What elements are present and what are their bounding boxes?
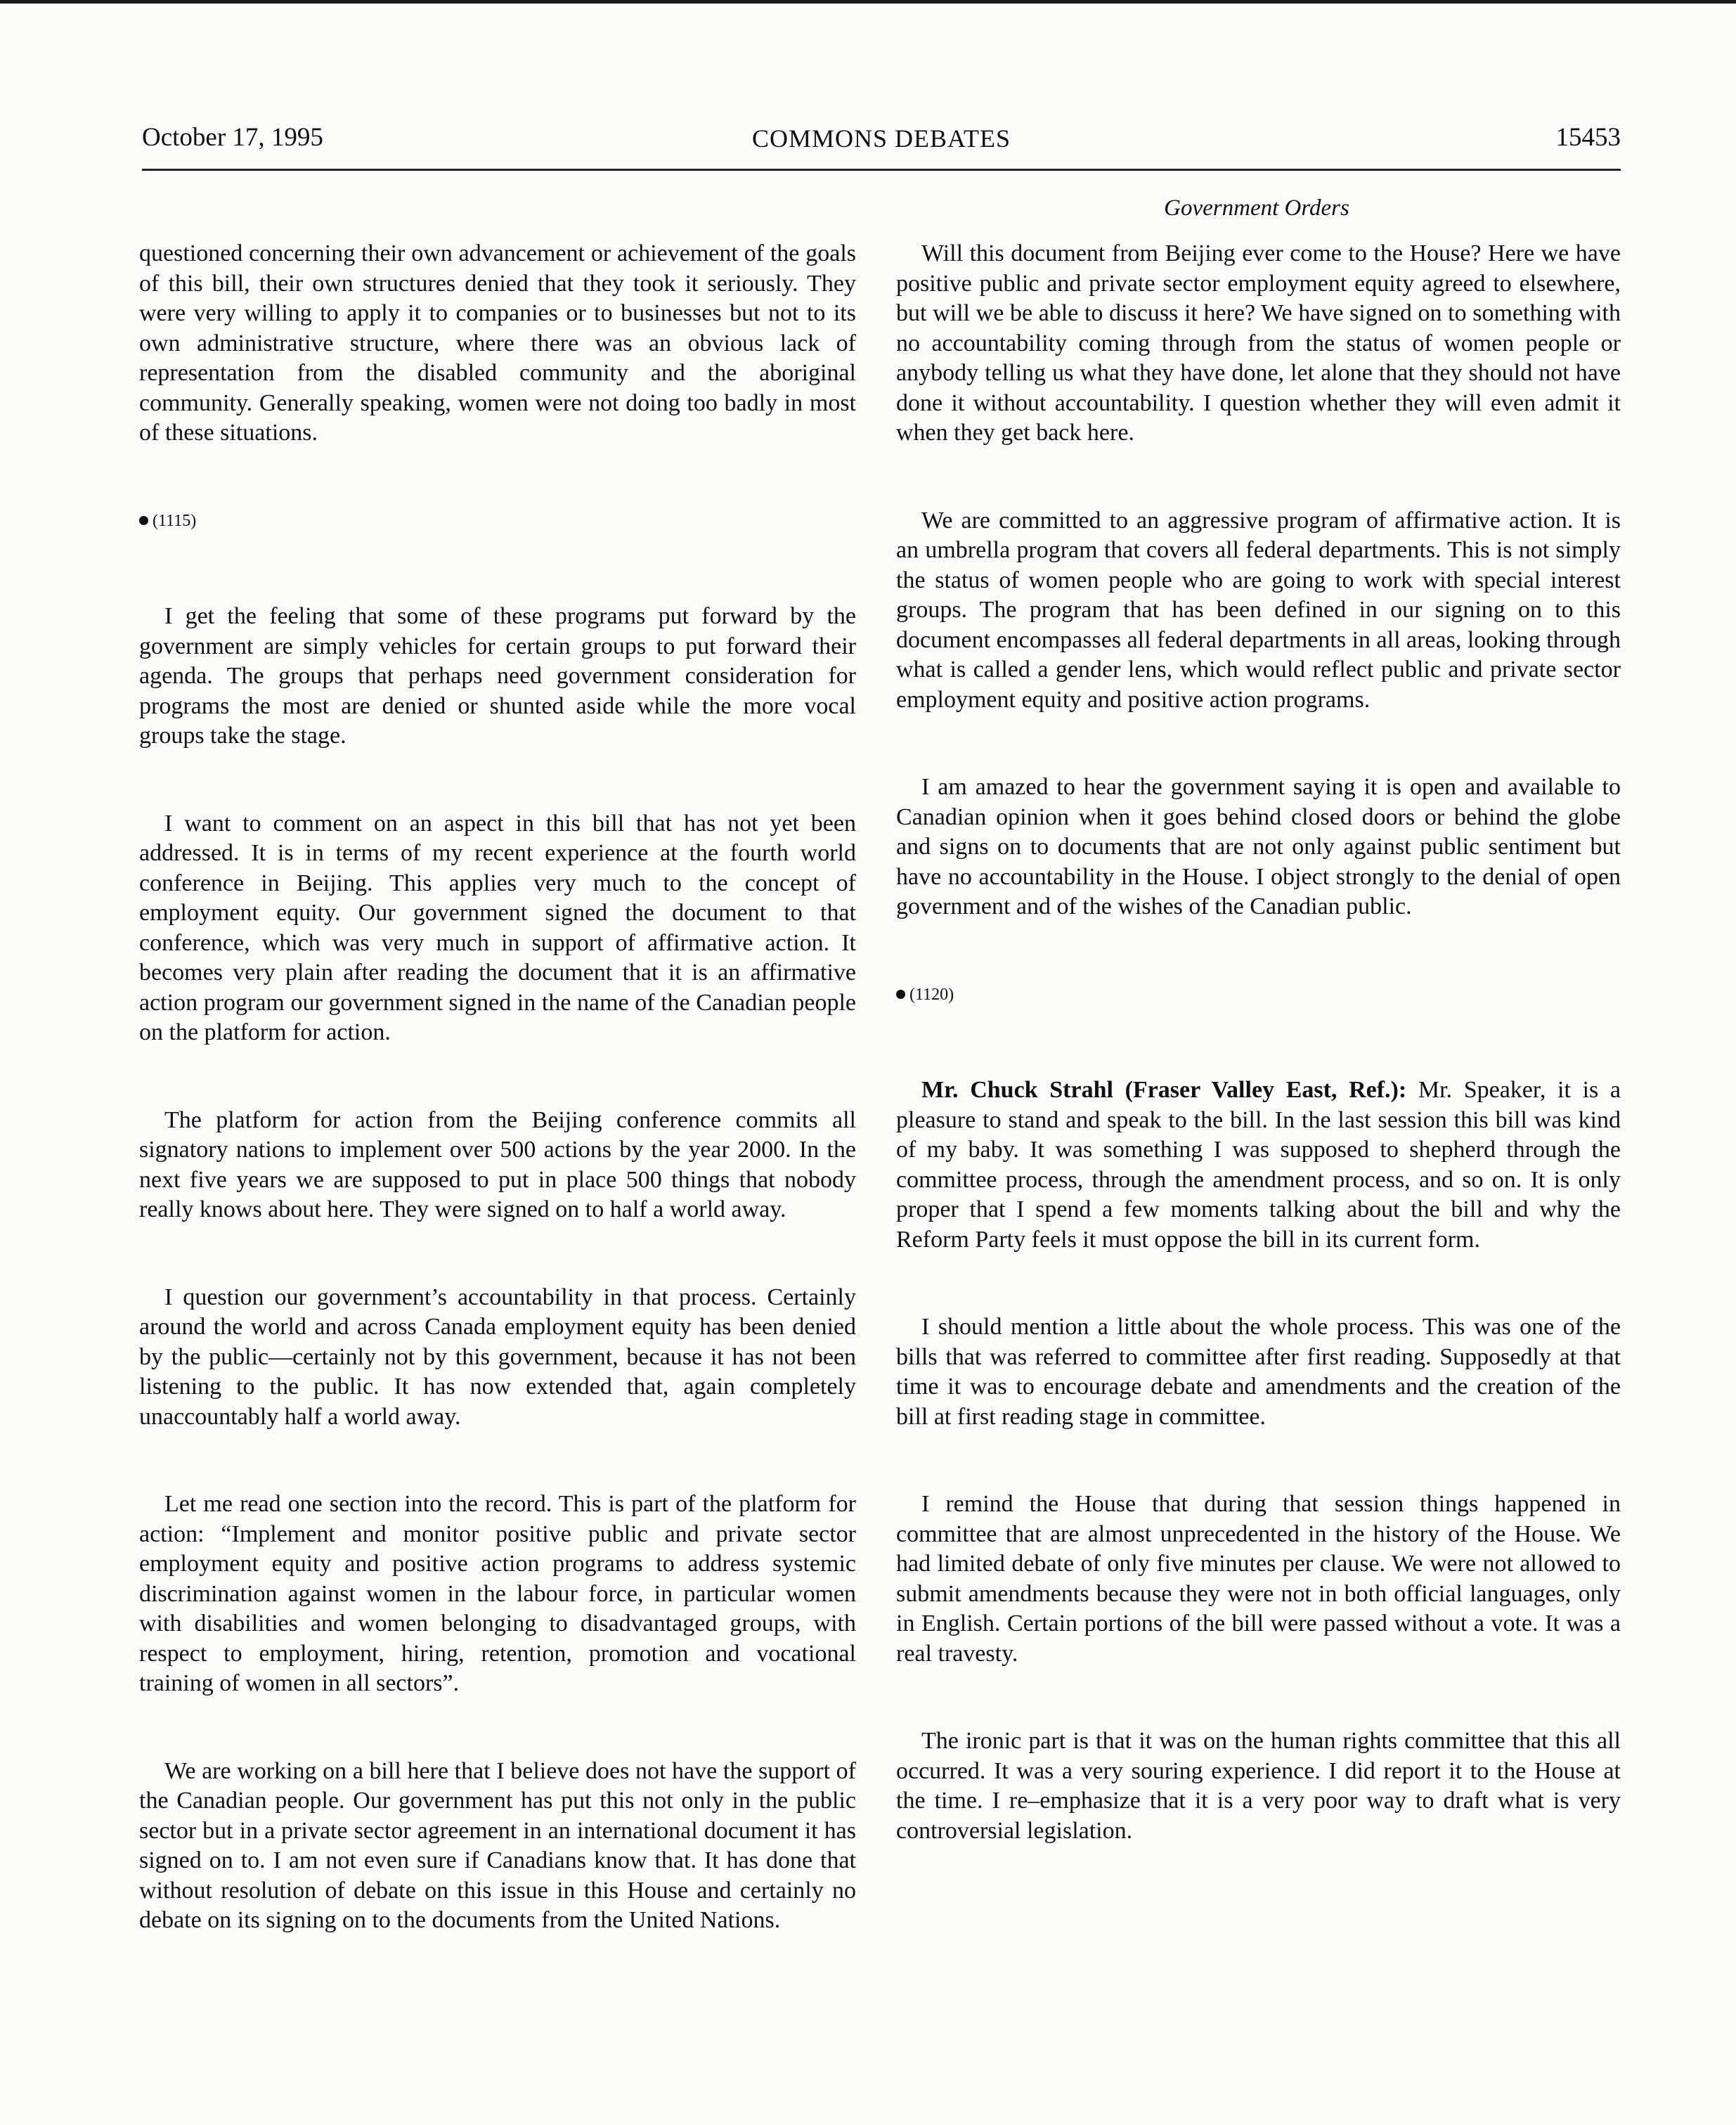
header-date: October 17, 1995	[142, 123, 323, 152]
time-marker-label: (1115)	[153, 511, 197, 530]
header-rule	[142, 169, 1621, 171]
left-paragraph-6: We are working on a bill here that I believe does not have the support of the Canadian people. Our government has put this not only in the public sector but in a private sector agreement in an international document it has signed on to. I am not even sure if Canadians know that. It has done that without resolution of debate on this issue in this House and certainly no debate on its signing on to the documents from the United Nations.	[139, 1757, 856, 1933]
right-paragraph-0: Will this document from Beijing ever come to the House? Here we have positive public and private sector employment equity agreed to elsewhere, but will we be able to discuss it here? We have signed on to something with no accountability coming through from the status of women people or anybody telling us what they have done, let alone that they should not have done it without accountability. I question whether they will even admit it when they get back here.	[896, 240, 1621, 446]
speaker-speech: Mr. Speaker, it is a pleasure to stand and speak to the bill. In the last session this bill was kind of my baby. It was something I was supposed to shepherd through the committee process, through the amendment process, and so on. It is only proper that I spend a few moments talking about the bill and why the Reform Party feels it must oppose the bill in its current form.	[896, 1077, 1621, 1253]
speaker-name: Mr. Chuck Strahl (Fraser Valley East, Ref.):	[921, 1077, 1407, 1103]
right-paragraph-5: I remind the House that during that session things happened in committee that are almost unprecedented in the history of the House. We had limited debate of only five minutes per clause. We were not allowed to submit amendments because they were not in both official languages, only in English. Certain portions of the bill were passed without a vote. It was a real travesty.	[896, 1491, 1621, 1667]
left-paragraph-4: I question our government’s accountability in that process. Certainly around the world and across Canada employment equity has been denied by the public—certainly not by this government, because it has not been listening to the public. It has now extended that, again completely unaccountably half a world away.	[139, 1284, 856, 1430]
left-paragraph-3: The platform for action from the Beijing conference commits all signatory nations to implement over 500 actions by the year 2000. In the next five years we are supposed to put in place 500 things that nobody really knows about here. They were signed on to half a world away.	[139, 1106, 856, 1222]
bullet-icon	[139, 516, 148, 525]
header-page-number: 15453	[1555, 123, 1621, 152]
scan-top-edge	[0, 0, 1736, 4]
header-publication: COMMONS DEBATES	[751, 124, 1011, 153]
bullet-icon	[896, 990, 905, 999]
right-column	[896, 239, 1621, 1846]
left-paragraph-1: I get the feeling that some of these programs put forward by the government are simply vehicles for certain groups to put forward their agenda. The groups that perhaps need government consideration for programs the most are denied or shunted aside while the more vocal groups take the stage.	[139, 603, 856, 749]
time-marker-label: (1120)	[909, 985, 954, 1004]
time-marker-1115	[139, 506, 856, 536]
right-paragraph-4: I should mention a little about the whole process. This was one of the bills that was referred to committee after first reading. Supposedly at that time it was to encourage debate and amendments and the creation of the bill at first reading stage in committee.	[896, 1314, 1621, 1430]
time-marker-1120	[896, 980, 1621, 1010]
speaker-paragraph	[896, 1076, 1621, 1255]
section-title: Government Orders	[1164, 195, 1349, 221]
left-paragraph-2: I want to comment on an aspect in this bill that has not yet been addressed. It is in terms of my recent experience at the fourth world conference in Beijing. This applies very much to the concept of employment equity. Our government signed the document to that conference, which was very much in support of affirmative action. It becomes very plain after reading the document that it is an affirmative action program our government signed in the name of the Canadian people on the platform for action.	[139, 810, 856, 1045]
right-paragraph-6: The ironic part is that it was on the human rights committee that this all occurred. It was a very souring experience. I did report it to the House at the time. I re–emphasize that it is a very poor way to draft what is very controversial legislation.	[896, 1728, 1621, 1844]
left-column	[139, 239, 856, 1936]
left-paragraph-5: Let me read one section into the record. This is part of the platform for action: “Implement and monitor positive public and private sector employment equity and positive action programs to address systemic discrimination against women in the labour force, in particular women with disabilities and women belonging to disadvantaged groups, with respect to employment, hiring, retention, promotion and vocational training of women in all sectors”.	[139, 1491, 856, 1696]
left-paragraph-continued: questioned concerning their own advancement or achievement of the goals of this bill, their own structures denied that they took it seriously. They were very willing to apply it to companies or to businesses but not to its own administrative structure, where there was an obvious lack of representation from the disabled community and the aboriginal community. Generally speaking, women were not doing too badly in most of these situations.	[139, 240, 856, 446]
right-paragraph-2: I am amazed to hear the government saying it is open and available to Canadian opinion when it goes behind closed doors or behind the globe and signs on to documents that are not only against public sentiment but have no accountability in the House. I object strongly to the denial of open government and of the wishes of the Canadian public.	[896, 774, 1621, 919]
page-header	[142, 118, 1621, 160]
right-paragraph-1: We are committed to an aggressive program of affirmative action. It is an umbrella program that covers all federal departments. This is not simply the status of women people who are going to work with special interest groups. The program that has been defined in our signing on to this document encompasses all federal departments in all areas, looking through what is called a gender lens, which would reflect public and private sector employment equity and positive action programs.	[896, 507, 1621, 713]
